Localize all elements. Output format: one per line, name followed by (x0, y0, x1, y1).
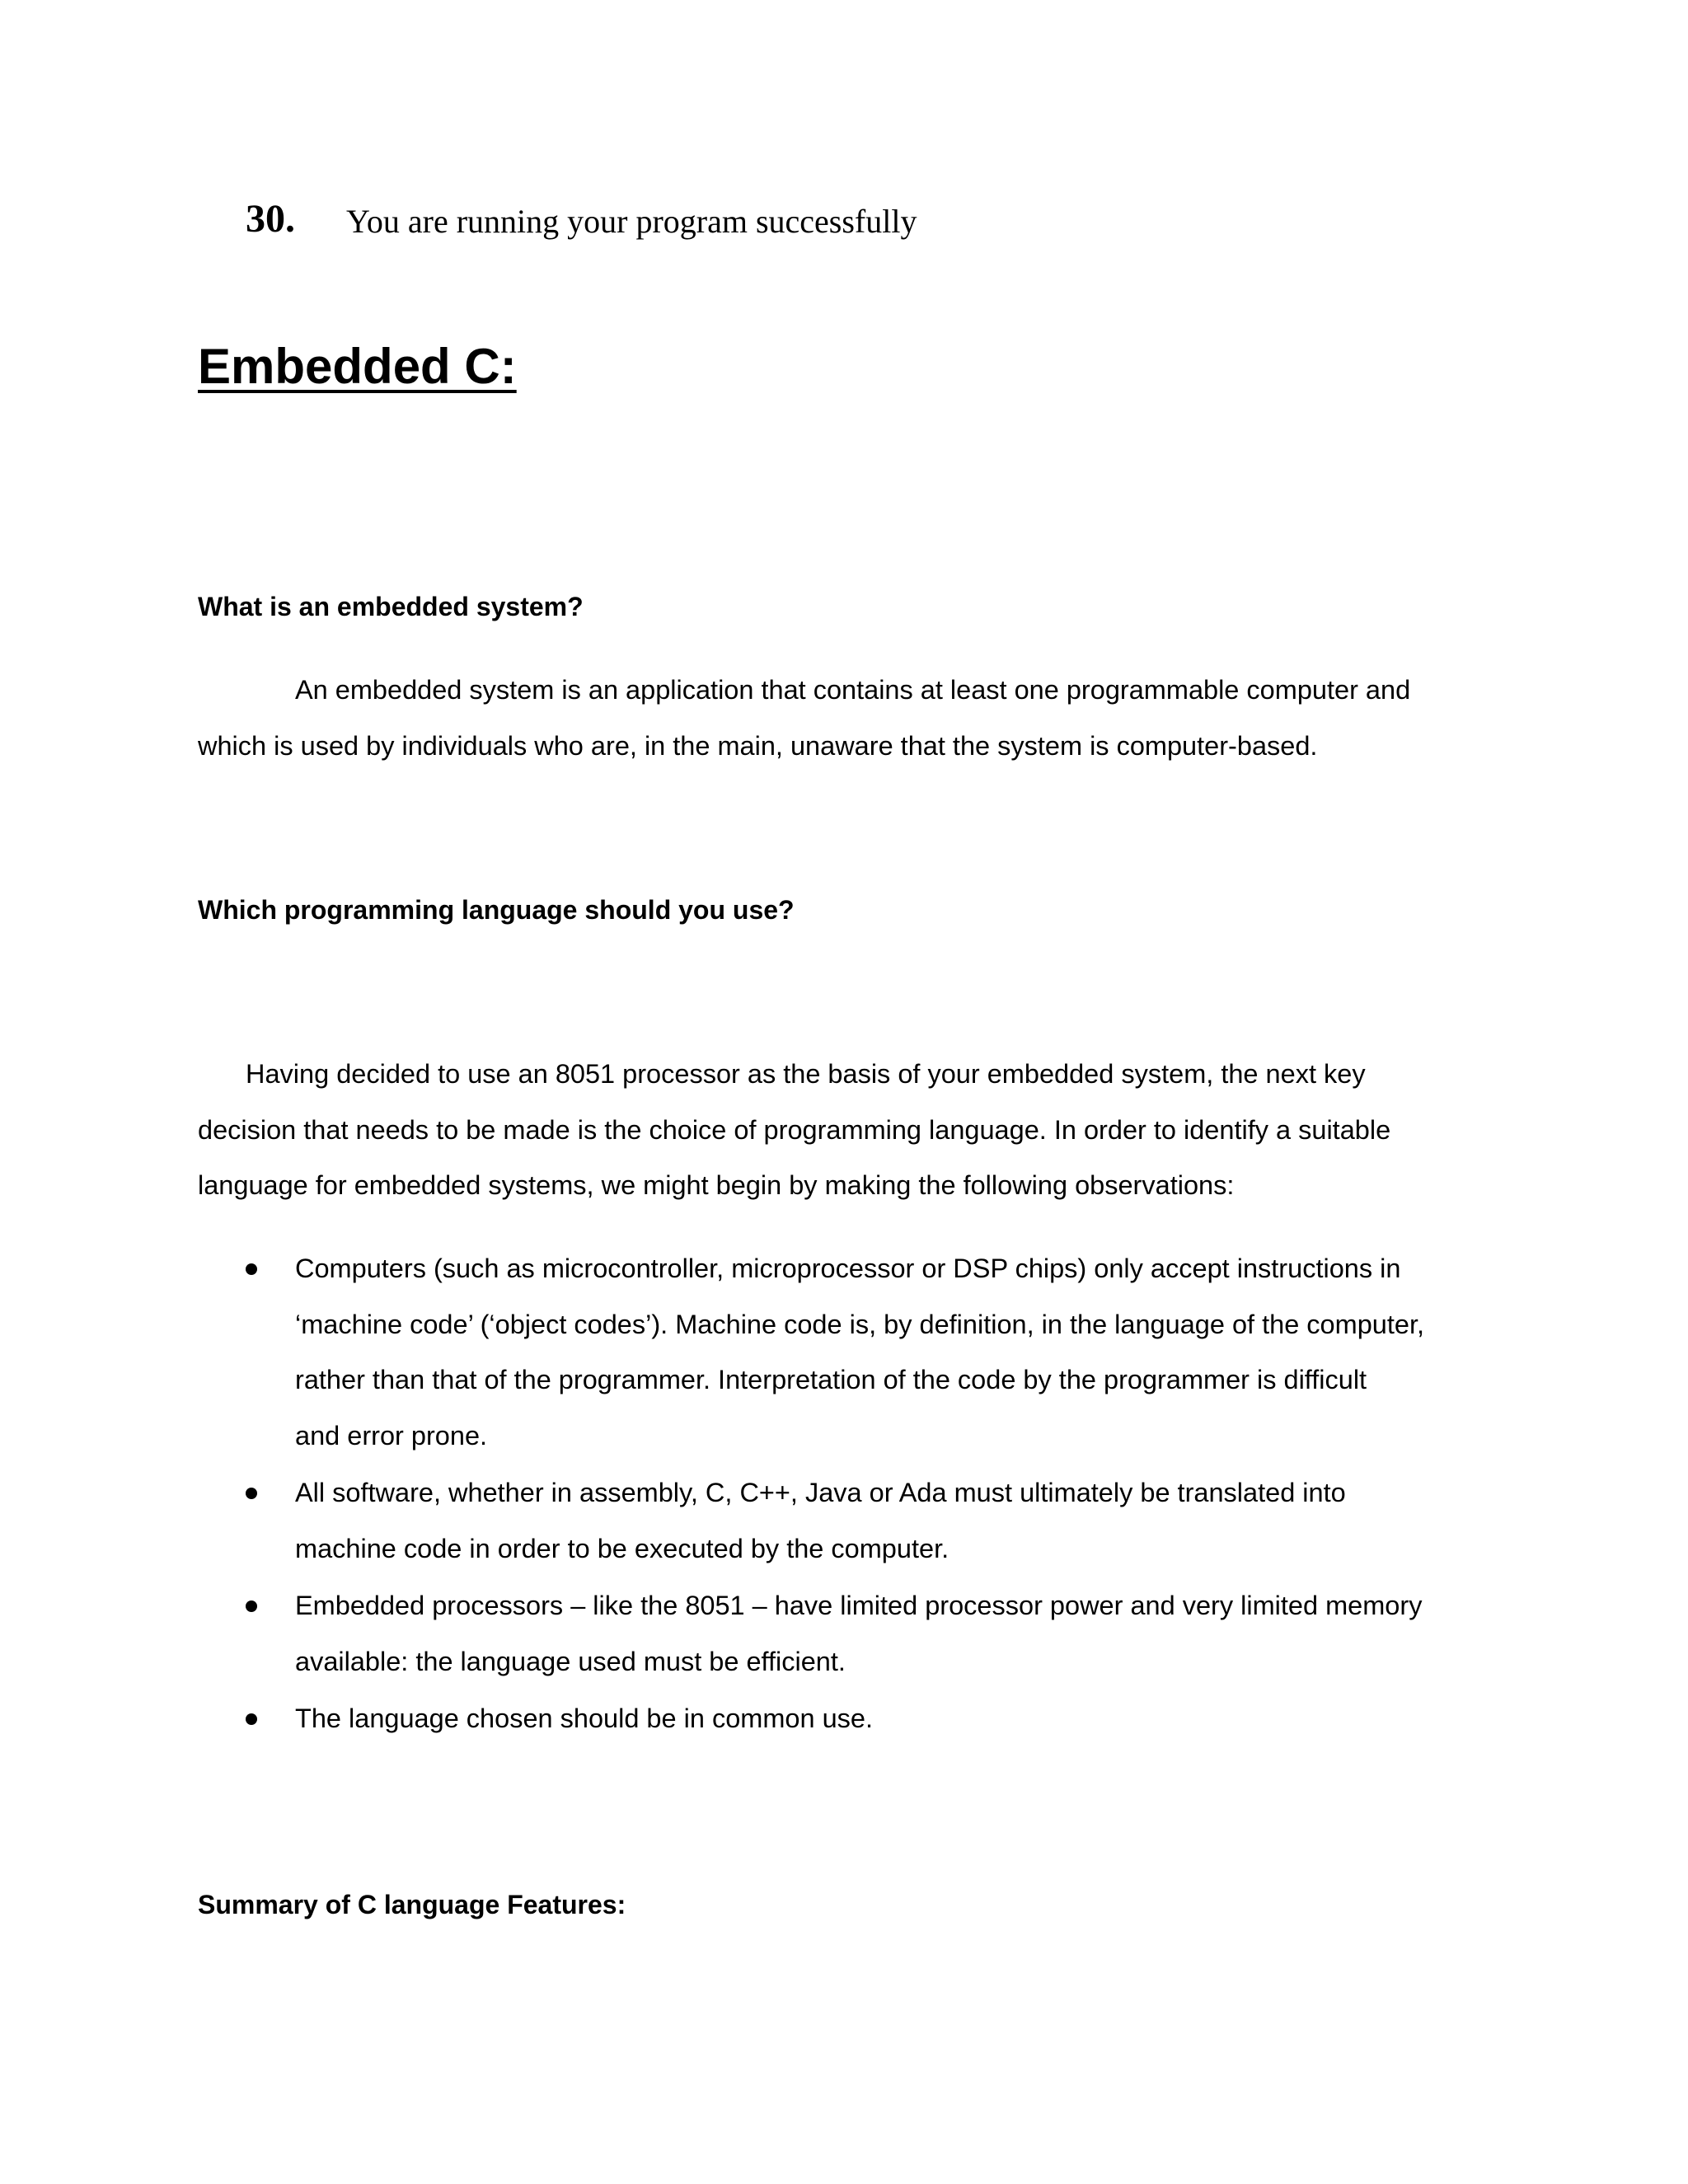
list-item-line: and error prone. (295, 1420, 488, 1451)
list-item-line: Computers (such as microcontroller, microprocessor or DSP chips) only accept instructions in (295, 1254, 1401, 1283)
paragraph-line: decision that needs to be made is the choice of programming language. In order to identify a suitable (198, 1114, 1391, 1145)
bullet-icon (246, 1263, 257, 1275)
paragraph-language-choice (198, 1047, 1492, 1214)
paragraph-line: Having decided to use an 8051 processor as the basis of your embedded system, the next key (246, 1059, 1366, 1089)
list-item-line: The language chosen should be in common use. (295, 1704, 874, 1733)
section-heading-which-language: Which programming language should you use? (198, 895, 795, 925)
list-item-line: available: the language used must be efficient. (295, 1646, 846, 1676)
paragraph-line: An embedded system is an application that contains at least one programmable computer and (295, 675, 1411, 705)
section-heading-what-is-embedded-system: What is an embedded system? (198, 592, 584, 621)
paragraph-line: which is used by individuals who are, in the main, unaware that the system is computer-based. (198, 730, 1318, 761)
bullet-icon (246, 1713, 257, 1725)
bullet-icon (246, 1601, 257, 1612)
observations-list (198, 1241, 1517, 1749)
bullet-icon (246, 1488, 257, 1499)
paragraph-embedded-definition (198, 663, 1492, 774)
step-number: 30. (246, 197, 295, 241)
list-item (198, 1241, 1517, 1464)
section-heading-c-features: Summary of C language Features: (198, 1890, 626, 1919)
list-item-line: rather than that of the programmer. Interpretation of the code by the programmer is difficult (295, 1365, 1367, 1394)
list-item (198, 1691, 1517, 1747)
paragraph-line: language for embedded systems, we might begin by making the following observations: (198, 1170, 1235, 1200)
list-item-line: Embedded processors – like the 8051 – have limited processor power and very limited memory (295, 1591, 1423, 1620)
list-item-line: All software, whether in assembly, C, C++, Java or Ada must ultimately be translated into (295, 1478, 1346, 1507)
list-item-line: ‘machine code’ (‘object codes’). Machine code is, by definition, in the language of the computer, (295, 1309, 1425, 1339)
page-title: Embedded C: (198, 339, 517, 394)
list-item (198, 1465, 1517, 1577)
step-text: You are running your program successfully (346, 203, 917, 240)
list-item (198, 1578, 1517, 1690)
list-item-line: machine code in order to be executed by the computer. (295, 1533, 950, 1563)
